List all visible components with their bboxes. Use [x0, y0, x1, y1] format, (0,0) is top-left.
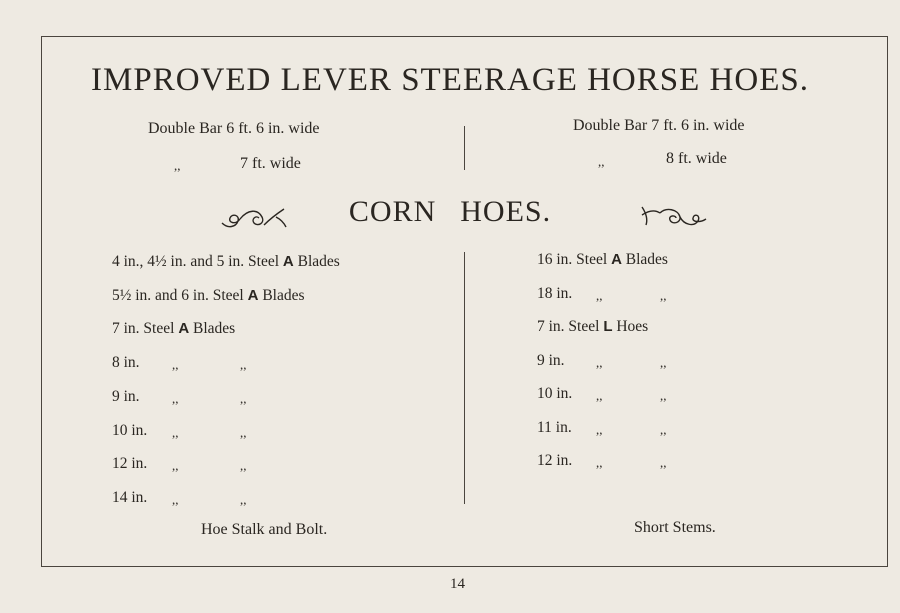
ditto-mark: ,, [240, 424, 247, 440]
list-item [537, 285, 572, 303]
page-number: 14 [450, 576, 465, 592]
item-text: 8 in. [112, 354, 140, 372]
horse-hoe-left-line-2: 7 ft. wide [240, 155, 301, 172]
scroll-ornament-right-icon [638, 203, 710, 229]
ditto-mark: ,, [596, 354, 603, 370]
item-text: 5½ in. and 6 in. Steel [112, 286, 248, 304]
ditto-mark: ,, [174, 158, 181, 173]
item-text: Blades [189, 320, 236, 338]
ditto-mark: ,, [240, 458, 247, 474]
item-text: 4 in., 4½ in. and 5 in. Steel [112, 253, 283, 270]
horse-hoe-right-line-2: 8 ft. wide [666, 150, 727, 167]
ditto-mark: ,, [660, 354, 667, 370]
list-item [112, 455, 147, 473]
list-item [537, 251, 668, 269]
item-text: 10 in. [537, 385, 573, 402]
ditto-mark: ,, [660, 421, 667, 437]
item-text: 7 in. Steel [112, 320, 179, 338]
vertical-divider-main [464, 252, 465, 504]
item-text: 12 in. [112, 455, 148, 473]
item-text: 9 in. [537, 351, 565, 369]
ditto-mark: ,, [660, 455, 667, 470]
heading-word-hoes: HOES. [460, 195, 552, 228]
section-heading-corn-hoes [0, 195, 900, 229]
list-item [537, 385, 572, 403]
ditto-mark: ,, [598, 154, 605, 169]
ditto-mark: ,, [240, 491, 247, 507]
item-text: Blades [293, 253, 340, 270]
page-title: IMPROVED LEVER STEERAGE HORSE HOES. [91, 62, 809, 98]
ditto-mark: ,, [660, 287, 667, 303]
horse-hoe-right-line-1: Double Bar 7 ft. 6 in. wide [573, 117, 745, 134]
ditto-mark: ,, [172, 424, 179, 440]
item-text: Blades [621, 251, 668, 268]
ditto-mark: ,, [596, 455, 603, 470]
ditto-mark: ,, [596, 388, 603, 403]
item-text: Hoes [612, 318, 649, 335]
ditto-mark: ,, [172, 390, 179, 406]
vertical-divider-top [464, 126, 465, 170]
item-text: 12 in. [537, 452, 573, 469]
item-text: 18 in. [537, 284, 573, 302]
blade-type-letter: L [603, 318, 613, 335]
right-footer-note: Short Stems. [634, 519, 716, 536]
list-item [537, 452, 572, 470]
ditto-mark: ,, [240, 357, 247, 373]
ditto-mark: ,, [596, 287, 603, 303]
item-text: Blades [258, 286, 305, 304]
item-text: 10 in. [112, 421, 148, 439]
ditto-mark: ,, [172, 458, 179, 474]
list-item [112, 354, 140, 372]
list-item [112, 388, 140, 406]
blade-type-letter: A [282, 253, 294, 270]
blade-type-letter: A [178, 320, 190, 338]
list-item [537, 352, 565, 370]
heading-word-corn: CORN [348, 195, 437, 228]
ditto-mark: ,, [596, 421, 603, 437]
left-footer-note: Hoe Stalk and Bolt. [201, 521, 328, 538]
list-item [112, 422, 147, 440]
ditto-mark: ,, [240, 390, 247, 406]
item-text: 7 in. Steel [537, 318, 604, 335]
item-text: 9 in. [112, 387, 140, 405]
list-item [112, 253, 340, 271]
ditto-mark: ,, [660, 388, 667, 403]
list-item [537, 419, 572, 437]
list-item [112, 489, 147, 507]
item-text: 16 in. Steel [537, 251, 612, 268]
horse-hoe-left-line-1: Double Bar 6 ft. 6 in. wide [148, 120, 320, 137]
blade-type-letter: A [611, 251, 622, 268]
list-item [112, 320, 235, 338]
list-item [112, 287, 305, 305]
list-item [537, 318, 648, 336]
ditto-mark: ,, [172, 357, 179, 373]
item-text: 11 in. [537, 418, 572, 436]
blade-type-letter: A [247, 286, 259, 304]
item-text: 14 in. [112, 488, 148, 506]
ditto-mark: ,, [172, 491, 179, 507]
